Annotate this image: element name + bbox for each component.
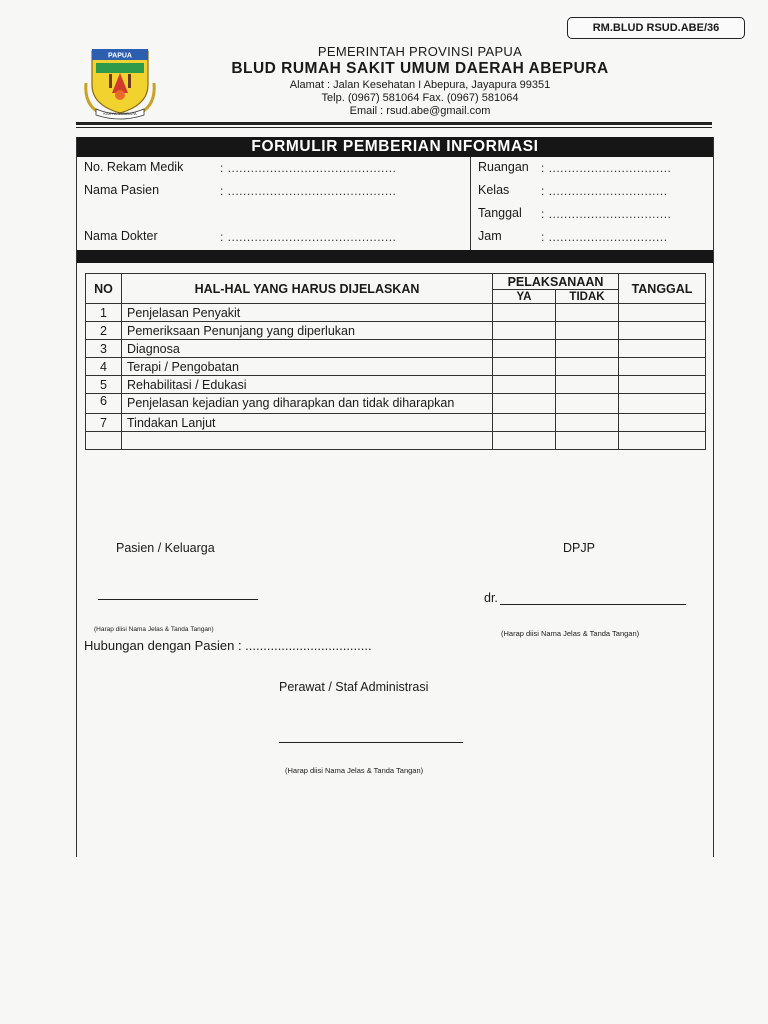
row-text: Terapi / Pengobatan xyxy=(122,358,493,376)
label-time: Jam xyxy=(478,229,502,243)
cell-ya[interactable] xyxy=(493,376,556,394)
section-separator-band xyxy=(77,250,713,263)
logo-top-text: PAPUA xyxy=(108,52,132,60)
col-ya: YA xyxy=(493,290,556,304)
row-no: 4 xyxy=(86,358,122,376)
field-date[interactable]: : ................................ xyxy=(541,207,672,221)
cell-tanggal[interactable] xyxy=(619,432,706,450)
row-text-empty[interactable] xyxy=(122,432,493,450)
field-doctor-name[interactable]: : ............................................ xyxy=(220,230,397,244)
col-tidak: TIDAK xyxy=(556,290,619,304)
cell-tanggal[interactable] xyxy=(619,322,706,340)
dpjp-dr-prefix: dr. xyxy=(484,591,498,605)
row-no-empty[interactable] xyxy=(86,432,122,450)
table-row xyxy=(86,304,706,322)
information-checklist-table xyxy=(85,273,706,450)
row-text: Diagnosa xyxy=(122,340,493,358)
row-no: 2 xyxy=(86,322,122,340)
col-no: NO xyxy=(86,274,122,304)
logo-motto: KARYA SWADAYA xyxy=(103,111,137,116)
field-room[interactable]: : ................................ xyxy=(541,161,672,175)
row-no: 6 xyxy=(86,394,122,414)
patient-signature-line[interactable] xyxy=(98,599,258,600)
form-frame-left xyxy=(76,137,77,857)
label-room: Ruangan xyxy=(478,160,529,174)
table-row xyxy=(86,414,706,432)
patient-signature-note: (Harap diisi Nama Jelas & Tanda Tangan) xyxy=(94,626,214,633)
col-pelaksanaan: PELAKSANAAN xyxy=(493,274,619,290)
table-row xyxy=(86,340,706,358)
row-no: 3 xyxy=(86,340,122,358)
label-class: Kelas xyxy=(478,183,510,197)
field-medical-record[interactable]: : ............................................ xyxy=(220,161,397,175)
row-text: Rehabilitasi / Edukasi xyxy=(122,376,493,394)
header-divider-thin xyxy=(76,127,712,128)
cell-tidak[interactable] xyxy=(556,304,619,322)
dpjp-signature-note: (Harap diisi Nama Jelas & Tanda Tangan) xyxy=(501,629,640,638)
cell-ya[interactable] xyxy=(493,432,556,450)
row-no: 7 xyxy=(86,414,122,432)
table-row xyxy=(86,394,706,414)
header-phone: Telp. (0967) 581064 Fax. (0967) 581064 xyxy=(321,92,519,104)
header-address: Alamat : Jalan Kesehatan I Abepura, Jayapura 99351 xyxy=(289,79,551,91)
header-divider-thick xyxy=(76,122,712,125)
document-code: RM.BLUD RSUD.ABE/36 xyxy=(567,17,745,39)
cell-tidak[interactable] xyxy=(556,414,619,432)
col-items: HAL-HAL YANG HARUS DIJELASKAN xyxy=(122,274,493,304)
cell-tidak[interactable] xyxy=(556,358,619,376)
field-time[interactable]: : ............................... xyxy=(541,230,668,244)
row-text: Tindakan Lanjut xyxy=(122,414,493,432)
row-text: Pemeriksaan Penunjang yang diperlukan xyxy=(122,322,493,340)
row-text: Penjelasan kejadian yang diharapkan dan tidak diharapkan xyxy=(122,394,493,414)
table-row-empty xyxy=(86,432,706,450)
cell-ya[interactable] xyxy=(493,304,556,322)
field-class[interactable]: : ............................... xyxy=(541,184,668,198)
cell-tidak[interactable] xyxy=(556,340,619,358)
cell-ya[interactable] xyxy=(493,358,556,376)
header-government: PEMERINTAH PROVINSI PAPUA xyxy=(317,44,523,59)
patient-family-label: Pasien / Keluarga xyxy=(116,541,215,555)
label-patient-name: Nama Pasien xyxy=(84,183,160,197)
cell-tidak[interactable] xyxy=(556,322,619,340)
form-title: FORMULIR PEMBERIAN INFORMASI xyxy=(77,137,713,157)
papua-crest-logo xyxy=(82,43,158,121)
info-divider xyxy=(470,157,471,250)
label-date: Tanggal xyxy=(478,206,522,220)
cell-ya[interactable] xyxy=(493,322,556,340)
table-row xyxy=(86,376,706,394)
relation-to-patient-field[interactable]: Hubungan dengan Pasien : ................................... xyxy=(84,638,372,653)
header-email: Email : rsud.abe@gmail.com xyxy=(349,105,491,117)
row-no: 5 xyxy=(86,376,122,394)
cell-ya[interactable] xyxy=(493,414,556,432)
label-doctor-name: Nama Dokter xyxy=(84,229,158,243)
cell-tidak[interactable] xyxy=(556,376,619,394)
cell-tanggal[interactable] xyxy=(619,414,706,432)
form-frame-right xyxy=(713,137,714,857)
col-tanggal: TANGGAL xyxy=(619,274,706,304)
staff-signature-note: (Harap diisi Nama Jelas & Tanda Tangan) xyxy=(285,766,424,775)
header-hospital-name: BLUD RUMAH SAKIT UMUM DAERAH ABEPURA xyxy=(231,60,609,77)
row-no: 1 xyxy=(86,304,122,322)
cell-ya[interactable] xyxy=(493,394,556,414)
cell-tanggal[interactable] xyxy=(619,394,706,414)
row-text: Penjelasan Penyakit xyxy=(122,304,493,322)
table-row xyxy=(86,358,706,376)
table-row xyxy=(86,322,706,340)
cell-tidak[interactable] xyxy=(556,432,619,450)
cell-ya[interactable] xyxy=(493,340,556,358)
field-patient-name[interactable]: : ............................................ xyxy=(220,184,397,198)
cell-tanggal[interactable] xyxy=(619,340,706,358)
cell-tanggal[interactable] xyxy=(619,358,706,376)
dpjp-label: DPJP xyxy=(563,541,595,555)
staff-signature-line[interactable] xyxy=(279,742,463,743)
dpjp-signature-line[interactable] xyxy=(500,604,686,605)
cell-tidak[interactable] xyxy=(556,394,619,414)
staff-label: Perawat / Staf Administrasi xyxy=(279,680,429,694)
label-medical-record: No. Rekam Medik xyxy=(84,160,184,174)
cell-tanggal[interactable] xyxy=(619,304,706,322)
cell-tanggal[interactable] xyxy=(619,376,706,394)
